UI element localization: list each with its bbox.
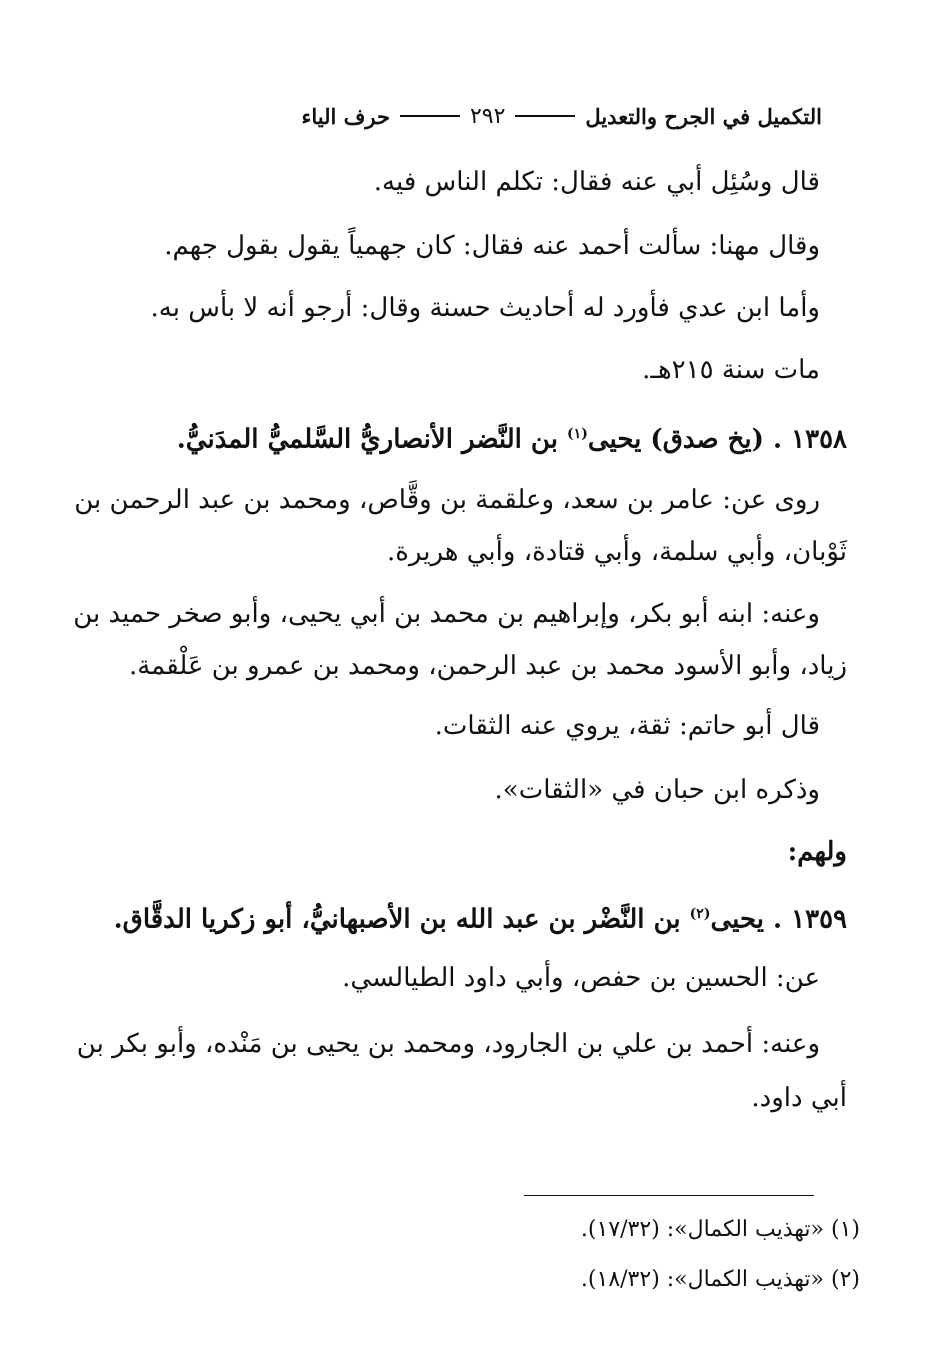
entry-1358-name: ١٣٥٨ . (يخ صدق) يحيى	[587, 424, 847, 455]
text-line: عن: الحسين بن حفص، وأبي داود الطيالسي.	[342, 963, 820, 993]
header-dash	[515, 115, 575, 117]
section-label: ولهم:	[787, 837, 847, 867]
running-header	[150, 96, 822, 136]
footnote-2: (٢) «تهذيب الكمال»: (١٨/٣٢).	[580, 1267, 860, 1292]
text-line: مات سنة ٢١٥هـ.	[642, 355, 820, 385]
entry-1358-heading	[177, 414, 847, 454]
text-line: أبي داود.	[751, 1083, 847, 1113]
text-line: ثَوْبان، وأبي سلمة، وأبي قتادة، وأبي هريرة.	[386, 537, 847, 567]
book-title: التكميل في الجرح والتعديل	[585, 103, 822, 129]
text-line: وعنه: أحمد بن علي بن الجارود، ومحمد بن يحيى بن مَنْده، وأبو بكر بن	[76, 1029, 820, 1059]
footnote-ref-1: (١)	[567, 426, 588, 442]
page-number: ٢٩٢	[469, 103, 506, 129]
text-line: زياد، وأبو الأسود محمد بن عبد الرحمن، ومحمد بن عمرو بن عَلْقمة.	[128, 651, 847, 681]
text-line: قال وسُئِل أبي عنه فقال: تكلم الناس فيه.	[373, 167, 820, 197]
text-line: قال أبو حاتم: ثقة، يروي عنه الثقات.	[434, 711, 820, 741]
footnote-ref-2: (٢)	[689, 906, 711, 922]
entry-1359-name: ١٣٥٩ . يحيى	[710, 904, 847, 935]
header-dash	[400, 115, 460, 117]
entry-1359-heading	[114, 894, 847, 934]
text-line: وأما ابن عدي فأورد له أحاديث حسنة وقال: أرجو أنه لا بأس به.	[150, 293, 820, 323]
entry-1359-nasab: بن النَّضْر بن عبد الله بن الأصبهانيُّ، أبو زكريا الدقَّاق.	[113, 904, 690, 935]
text-line: وعنه: ابنه أبو بكر، وإبراهيم بن محمد بن أبي يحيى، وأبو صخر حميد بن	[73, 599, 820, 629]
footnote-separator	[524, 1195, 814, 1196]
text-line: وذكره ابن حبان في «الثقات».	[494, 775, 820, 805]
text-line: روى عن: عامر بن سعد، وعلقمة بن وقَّاص، ومحمد بن عبد الرحمن بن	[74, 485, 820, 515]
text-line: وقال مهنا: سألت أحمد عنه فقال: كان جهمياً يقول بقول جهم.	[164, 231, 820, 261]
entry-1358-nasab: بن النَّضر الأنصاريُّ السَّلميُّ المدَنيُّ.	[176, 424, 568, 455]
footnote-1: (١) «تهذيب الكمال»: (١٧/٣٢).	[580, 1217, 860, 1242]
chapter-title: حرف الياء	[301, 103, 390, 129]
